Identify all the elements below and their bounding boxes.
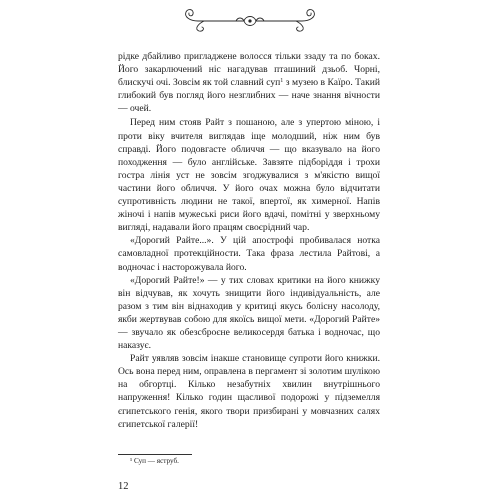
footnote-divider (118, 454, 192, 455)
footnote: ¹ Суп — яструб. (130, 457, 179, 465)
paragraph-4: «Дорогий Райте!» — у тих словах критики на його книжку він відчував, як хочуть знищити його індивідуальність, але разом з тим він віднаходив у критиці якусь болісну насолоду, якби жертвував собою для якоїсь вищої мети. «Дорогий Райте» — звучало як обезсброєне великосердя батька і водночас, що наказує. (118, 274, 380, 352)
main-text (118, 50, 380, 431)
decorative-ornament (0, 0, 500, 40)
paragraph-1: рідке дбайливо пригладжене волосся тільки ззаду та по боках. Його закарлючений ніс нагадував пташиний дзьоб. Чорні, блискучі очі. Зовсім як той славний суп$^1$ з музею в Каїро. Такий глибокий був погляд його незглибних — наче знання вічности — очей. (118, 51, 380, 115)
paragraph-2: Перед ним стояв Райт з пошаною, але з упертою міною, і проти віку вчителя виглядав іще молодший, ніж ним був справді. Його подовгасте обличчя — що вказувало на його походження — було англійське. Завзяте підборіддя і трохи гостра лінія уст не зовсім згоджувалися з м'якістю вищої частини його обличчя. У його очах можна було відчитати супротивність людини не такої, впертої, як химерної. Напів жіночі і напів мужеські риси його вдачі, помітні у зверхньому вигляді, надавали його працям своєрідний чар. (118, 117, 380, 234)
paragraph-5: Райт уявляв зовсім інакше становище супроти його книжки. Ось вона перед ним, оправлена в пергамент зі золотим шулікою на обгортці. Кілько незабутніх хвилин внутрішнього напруження! Кілько годин щасливої подорожі у підземелля єгипетського генія, якого твори призбирані у мовчазних салях єгипетської галерії! (118, 353, 380, 430)
paragraph-3: «Дорогий Райте...». У цій апострофі пробивалася нотка самовладної протекційности. Така фраза лестила Райтові, а водночас і насторожувала його. (118, 235, 380, 273)
page-number: 12 (118, 481, 129, 492)
footnote-marker: 1 (280, 78, 284, 85)
